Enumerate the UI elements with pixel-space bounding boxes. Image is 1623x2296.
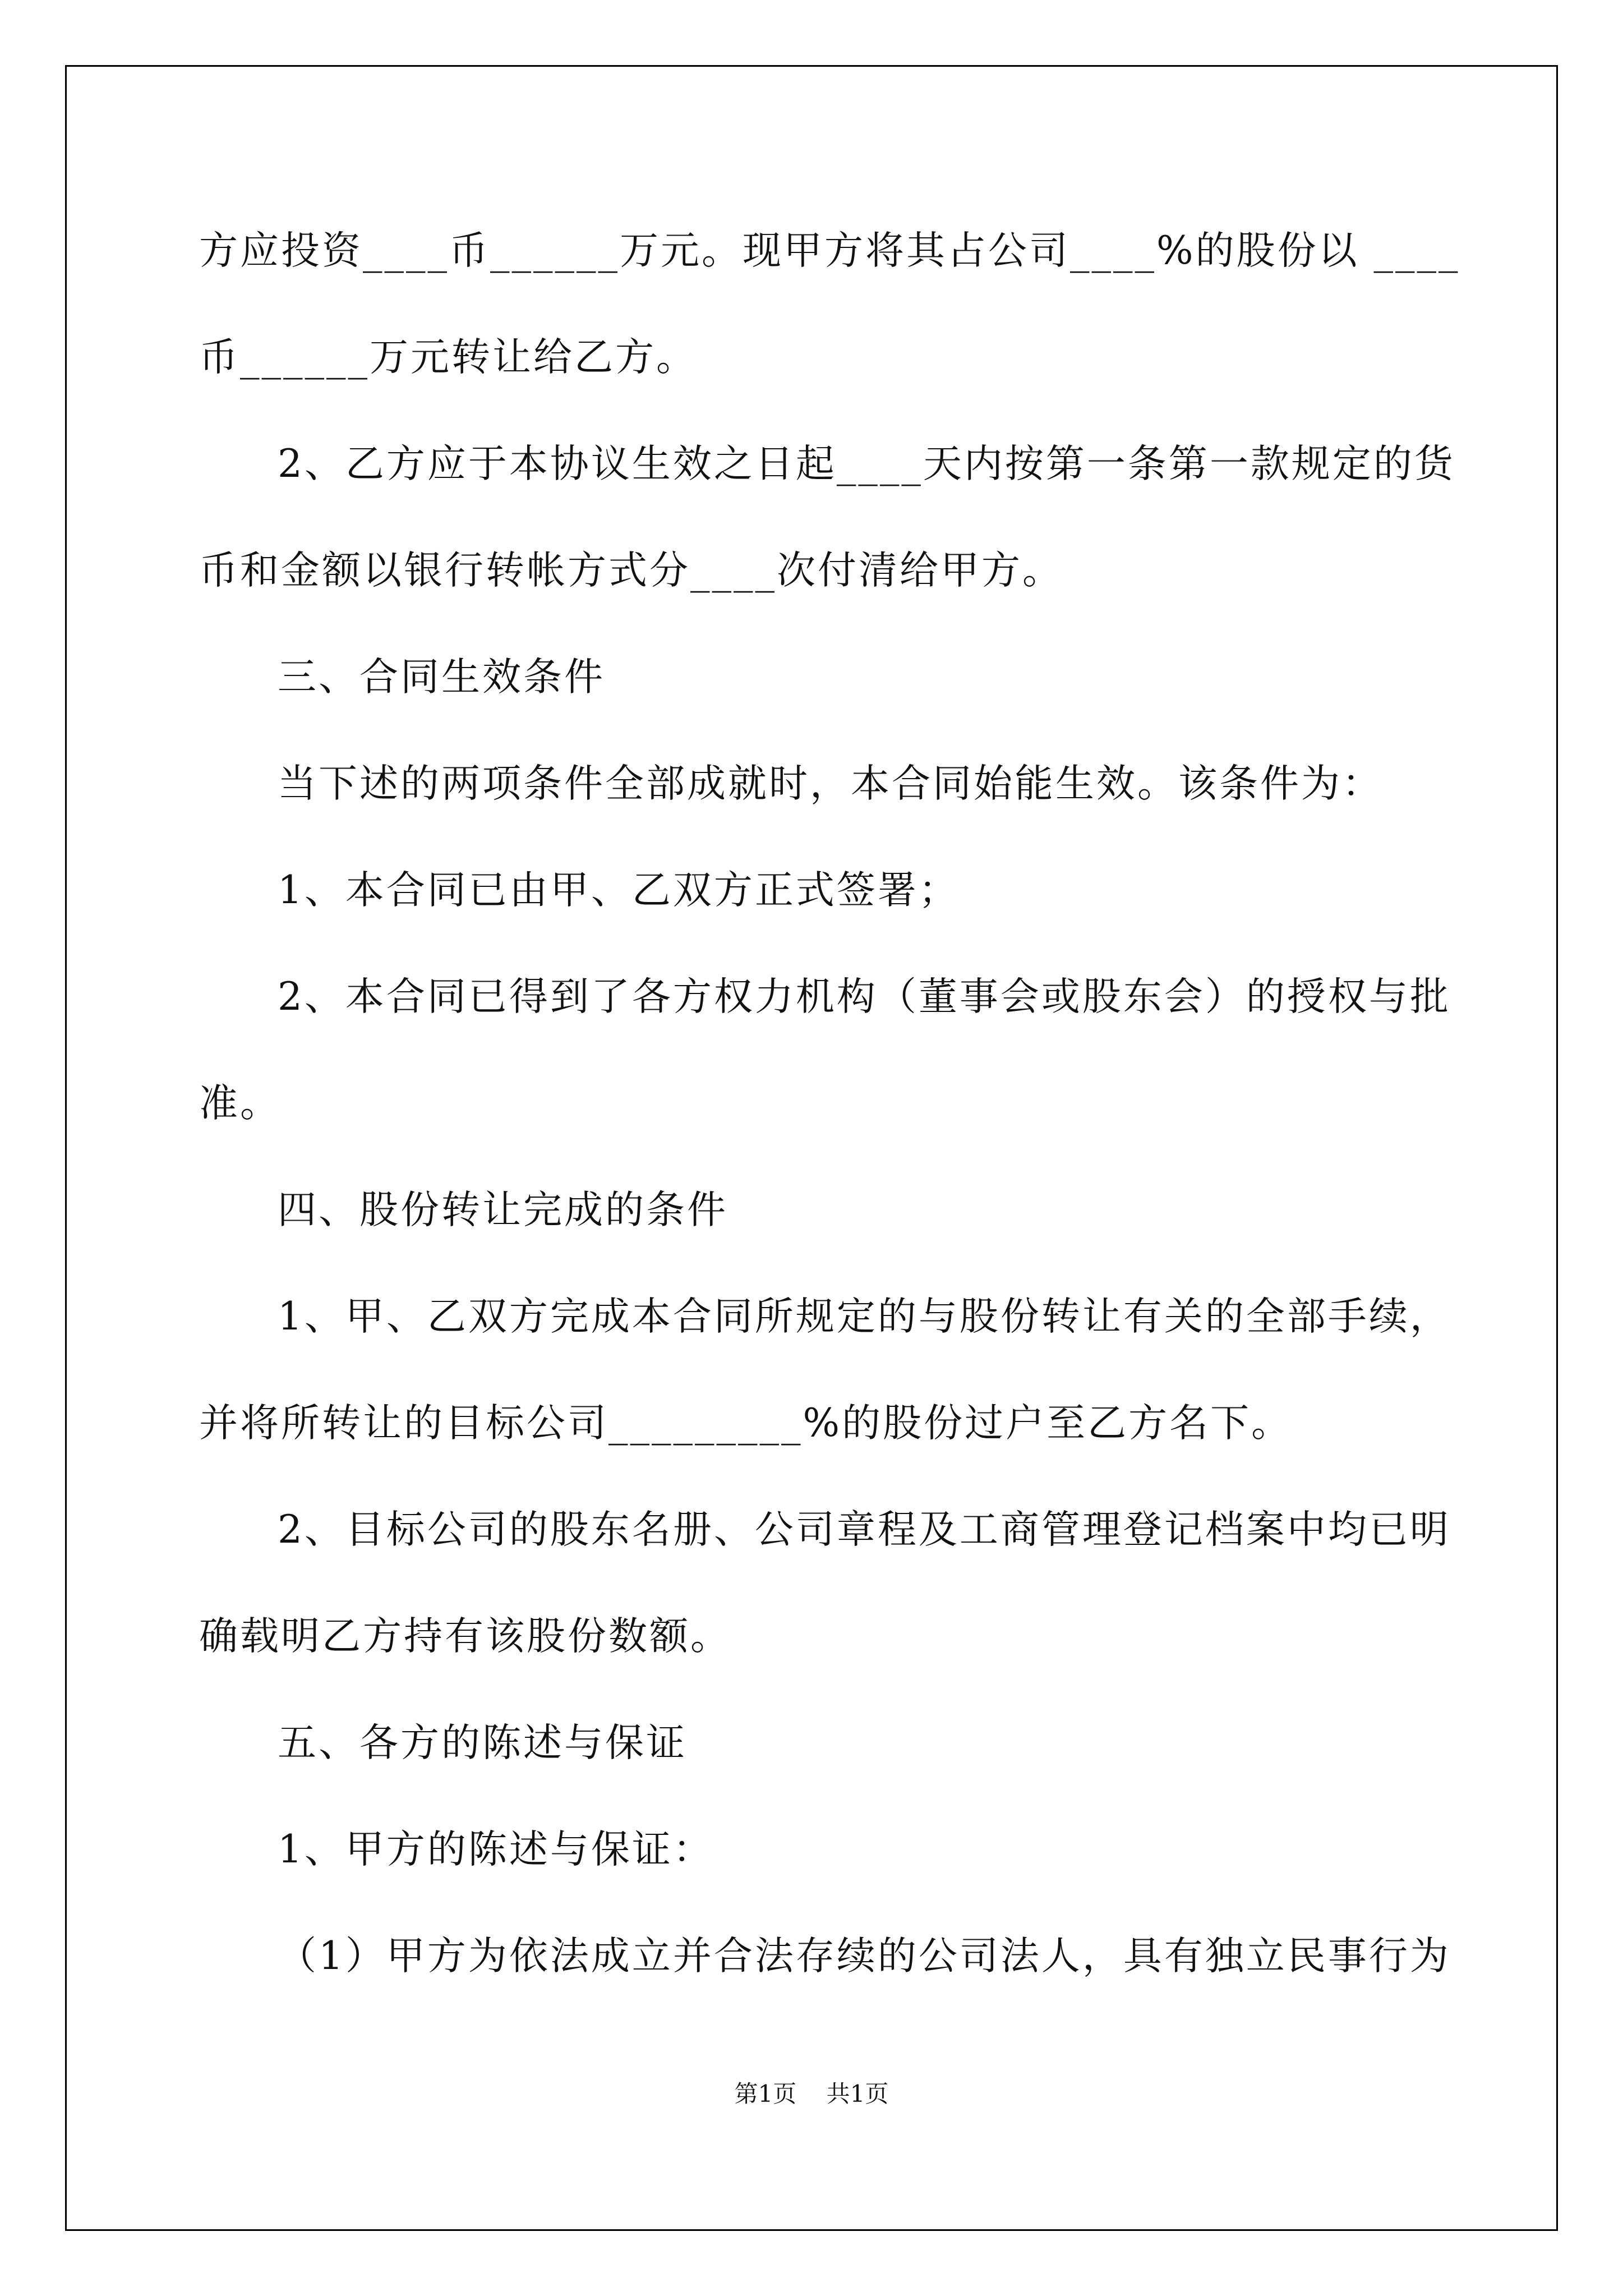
text-line-14: 确载明乙方持有该股份数额。 — [199, 1614, 731, 1659]
text-line-1: 方应投资____币______万元。现甲方将其占公司____%的股份以 ____ — [199, 228, 1460, 273]
section-heading-3: 三、合同生效条件 — [278, 655, 605, 700]
text-line-4: 币和金额以银行转帐方式分____次付清给甲方。 — [199, 548, 1063, 593]
text-line-7: 1、本合同已由甲、乙双方正式签署； — [278, 868, 960, 913]
section-heading-4: 四、股份转让完成的条件 — [278, 1188, 728, 1232]
text-line-6: 当下述的两项条件全部成就时，本合同始能生效。该条件为： — [278, 761, 1383, 806]
page-footer: 第1页 共1页 — [734, 2080, 889, 2108]
text-line-2: 币______万元转让给乙方。 — [199, 335, 697, 380]
text-line-8: 2、本合同已得到了各方权力机构（董事会或股东会）的授权与批 — [278, 974, 1451, 1019]
text-line-13: 2、目标公司的股东名册、公司章程及工商管理登记档案中均已明 — [278, 1507, 1451, 1552]
text-line-9: 准。 — [199, 1081, 281, 1126]
text-line-3: 2、乙方应于本协议生效之日起____天内按第一条第一款规定的货 — [278, 441, 1455, 486]
text-line-16: 1、甲方的陈述与保证： — [278, 1827, 714, 1872]
text-line-12: 并将所转让的目标公司_________%的股份过户至乙方名下。 — [199, 1401, 1293, 1446]
page-border — [65, 65, 1558, 2231]
text-line-11: 1、甲、乙双方完成本合同所规定的与股份转让有关的全部手续， — [278, 1294, 1451, 1339]
section-heading-5: 五、各方的陈述与保证 — [278, 1720, 687, 1765]
text-line-17: （1）甲方为依法成立并合法存续的公司法人，具有独立民事行为 — [278, 1934, 1451, 1978]
